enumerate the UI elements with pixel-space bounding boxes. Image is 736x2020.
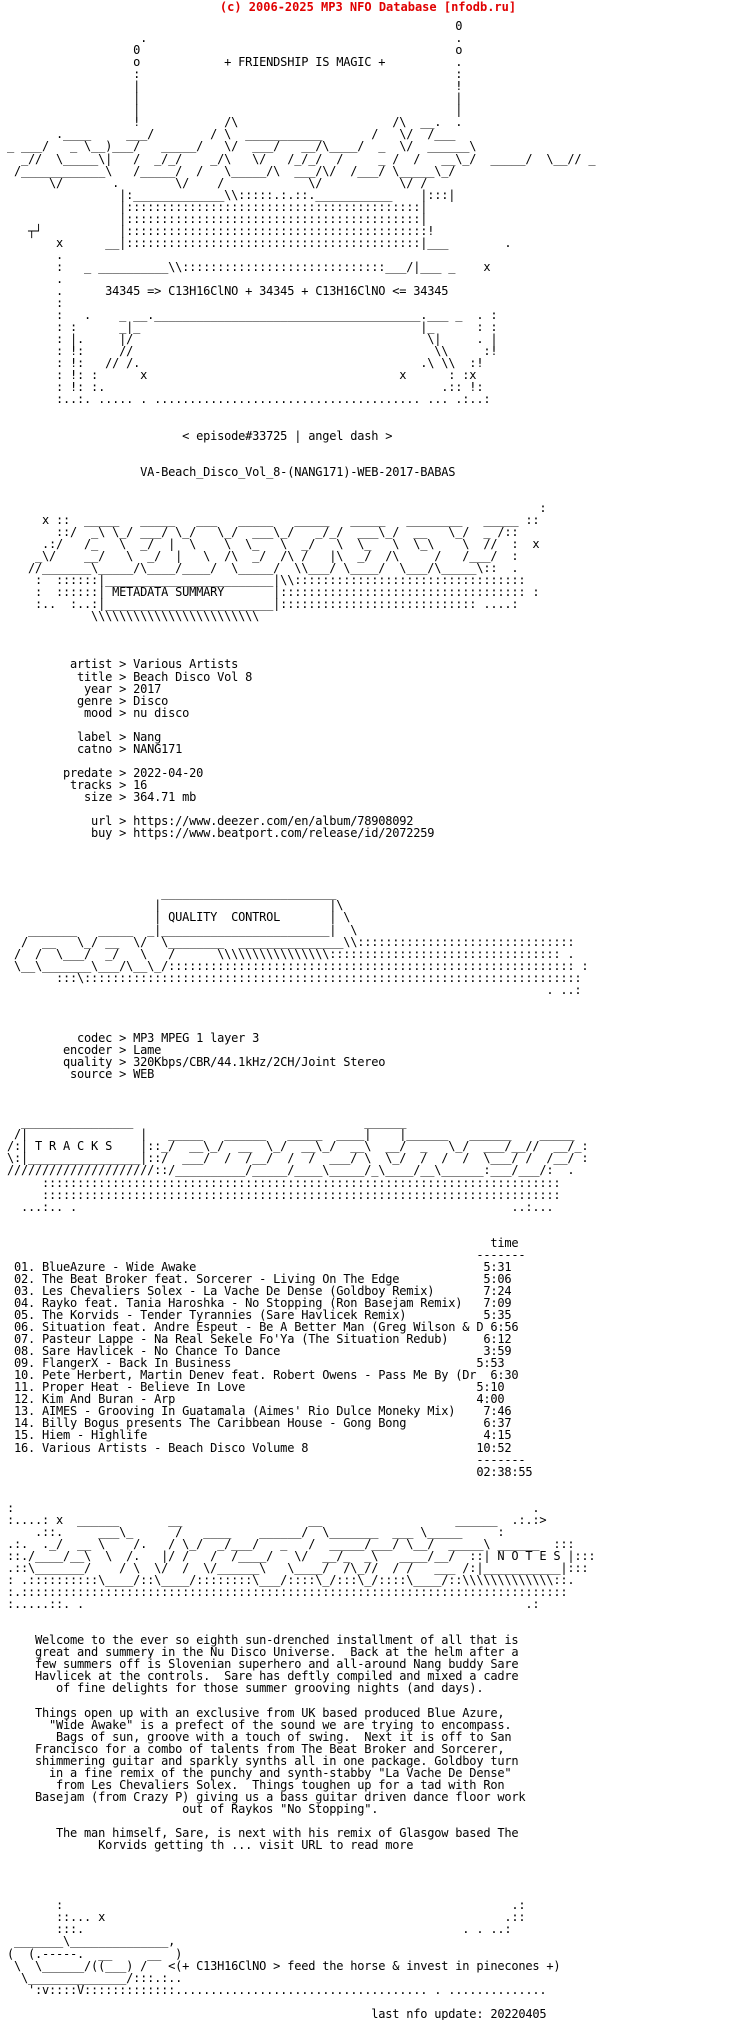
nfo-line: \/ . \/ / \/ \/ / — [0, 175, 463, 190]
nfo-line: \__\_______\___/\__\_/:::::::::::::::::::::::::::::::::::::::::::::::::::::::::: : — [0, 958, 589, 973]
nfo-ascii-document — [0, 20, 736, 2020]
nfo-line: url > https://www.deezer.com/en/album/78908092 — [0, 814, 414, 829]
nfo-line: last nfo update: 20220405 — [0, 2006, 547, 2020]
nfo-line: : |. |/ \| . | — [0, 332, 498, 347]
nfo-line: : — [0, 296, 64, 311]
nfo-line: 06. Situation feat. Andre Espeut - Be A Better Man (Greg Wilson & D 6:56 — [0, 1320, 519, 1335]
nfo-line: |:_____________\\:::::.:.::.___________ |:::| — [0, 187, 456, 202]
nfo-line: / / \___/ _/ \ / \\\\\\\\\\\\\\\\::::::::::::::::::::::::::::::::: . — [0, 946, 575, 961]
nfo-line: shimmering guitar and sparkly synths all in one package. Goldboy turn — [0, 1753, 519, 1768]
nfo-line: | QUALITY CONTROL | \ — [0, 910, 351, 925]
nfo-line: _________________________ — [0, 886, 337, 901]
nfo-line: :.. :..:|________________________|:::::::::::::::::::::::::::: ....: — [0, 597, 519, 612]
nfo-line: . . — [0, 31, 463, 46]
nfo-line: ________________ ______ — [0, 1115, 407, 1130]
nfo-line: :....: x ______ __ __ ______ .:.:> — [0, 1512, 547, 1527]
nfo-line: ┬┘ |:::::::::::::::::::::::::::::::::::::::::::! — [0, 223, 435, 238]
nfo-line: tracks > 16 — [0, 777, 148, 792]
nfo-line: : . — [0, 1500, 540, 1515]
nfo-line: 09. FlangerX - Back In Business 5:53 — [0, 1356, 505, 1371]
nfo-line: |::::::::::::::::::::::::::::::::::::::::::| — [0, 199, 428, 214]
nfo-line: < episode#33725 | angel dash > — [0, 428, 393, 443]
nfo-line: :::. . . ..: — [0, 1922, 512, 1937]
nfo-line: | | — [0, 103, 463, 118]
nfo-line: / __ \_/ __ \/ \________ _______________\\::::::::::::::::::::::::::::::: — [0, 934, 575, 949]
nfo-line: label > Nang — [0, 729, 162, 744]
nfo-line: catno > NANG171 — [0, 741, 183, 756]
nfo-line: genre > Disco — [0, 693, 169, 708]
nfo-line: ':v::::V:::::::::::::.................................... . .............. — [0, 1982, 547, 1997]
nfo-line: size > 364.71 mb — [0, 790, 197, 804]
nfo-line: "Wide Awake" is a prefect of the sound we are trying to encompass. — [0, 1717, 512, 1732]
nfo-line: in a fine remix of the punchy and synth-stabby "La Vache De Dense" — [0, 1765, 512, 1780]
nfo-line: encoder > Lame — [0, 1042, 162, 1057]
nfo-line: great and summery in the Nu Disco Universe. Back at the helm after a — [0, 1645, 519, 1660]
nfo-line: 05. The Korvids - Tender Tyrannies (Sare Havlicek Remix) 5:35 — [0, 1308, 512, 1323]
nfo-line: . — [0, 271, 64, 286]
nfo-line: :.....::. . .: — [0, 1597, 540, 1612]
nfo-line: buy > https://www.beatport.com/release/id/2072259 — [0, 826, 435, 841]
nfo-line: : . _ __.______________________________________.___ _ . : — [0, 308, 498, 323]
site-copyright-header: (c) 2006-2025 MP3 NFO Database [nfodb.ru] — [219, 0, 517, 14]
nfo-line: :.:::::::::::::::::::::::::::::::::::::::::::::::::::::::::::::::::::::::::::::: — [0, 1585, 568, 1600]
nfo-line: :::::::::::::::::::::::::::::::::::::::::::::::::::::::::::::::::::::::::: — [0, 1187, 561, 1202]
nfo-line: _______ _____ _|________________________| \ — [0, 922, 358, 937]
nfo-line: \\\\\\\\\\\\\\\\\\\\\\\\ — [0, 609, 260, 624]
nfo-line: :::::::::::::::::::::::::::::::::::::::::::::::::::::::::::::::::::::::::: — [0, 1175, 561, 1190]
nfo-line: 03. Les Chevaliers Solex - La Vache De Dense (Goldboy Remix) 7:24 — [0, 1283, 512, 1298]
nfo-line: few summers off is Slovenian superhero and all-around Nang buddy Sare — [0, 1657, 519, 1672]
nfo-line: 11. Proper Heat - Believe In Love 5:10 — [0, 1380, 505, 1395]
nfo-line: 10. Pete Herbert, Martin Denev feat. Robert Owens - Pass Me By (Dr 6:30 — [0, 1368, 519, 1383]
nfo-line: from Les Chevaliers Solex. Things toughen up for a tad with Ron — [0, 1777, 505, 1792]
nfo-line: .____ ___/ / \ ___________ / \/ /___ — [0, 127, 456, 142]
nfo-line: : !: : x x : :x — [0, 368, 477, 383]
nfo-line: 07. Pasteur Lappe - Na Real Sekele Fo'Ya (The Situation Redub) 6:12 — [0, 1332, 512, 1347]
nfo-line: : !: :. .:: !: — [0, 380, 484, 395]
nfo-line: ( (.-----. __ __ ) — [0, 1946, 183, 1961]
nfo-line: :::\::::::::::::::::::::::::::::::::::::::::::::::::::::::::::::::::::::::: — [0, 970, 582, 985]
nfo-line: : ::::::| METADATA SUMMARY |::::::::::::::::::::::::::::::::::: : — [0, 585, 540, 600]
nfo-line: | |\ — [0, 898, 344, 913]
nfo-line: ------- — [0, 1247, 526, 1262]
nfo-line: :..:. ..... . ...................................... ... .:..: — [0, 392, 491, 407]
nfo-line: : .::::::::::\____/::\____/::::::::\___/::::\_/:::\_/::::\____/::\\\\\\\\\\\\\::. — [0, 1573, 575, 1588]
nfo-line: 08. Sare Havlicek - No Chance To Dance 3:59 — [0, 1344, 512, 1359]
nfo-line: /| | _____ ______ _____ ____| |______ ______ _____ — [0, 1127, 575, 1142]
nfo-line: title > Beach Disco Vol 8 — [0, 669, 253, 684]
nfo-line: 16. Various Artists - Beach Disco Volume 8 10:52 — [0, 1440, 512, 1455]
nfo-line: ! /\ /\ __. . — [0, 115, 463, 130]
nfo-line: x :: _____ _____ ___ _____ _____ _____ ________ _____ :: — [0, 512, 540, 527]
nfo-line: 0 o — [0, 43, 463, 58]
nfo-line: _// \_____\| / _/_/ _/\ \/ /_/_/ / _ / / __\_/ _____/ \__// _ — [0, 151, 596, 166]
nfo-line: 14. Billy Bogus presents The Caribbean House - Gong Bong 6:37 — [0, 1416, 512, 1431]
nfo-line: 12. Kim And Buran - Arp 4:00 — [0, 1392, 505, 1407]
nfo-line: : .: — [0, 1898, 526, 1913]
nfo-line: quality > 320Kbps/CBR/44.1kHz/2CH/Joint Stereo — [0, 1055, 386, 1070]
nfo-line: ------- — [0, 1452, 526, 1467]
nfo-line: Bags of sun, groove with a touch of swing. Next it is off to San — [0, 1729, 512, 1744]
nfo-line: VA-Beach_Disco_Vol_8-(NANG171)-WEB-2017-BABAS — [0, 464, 456, 479]
nfo-line: 01. BlueAzure - Wide Awake 5:31 — [0, 1259, 512, 1274]
nfo-line: .:/ /_ \ _/ | \ \ \_ \ _/ \ \_ \ \_\ \ // : x — [0, 537, 540, 552]
nfo-line: Havlicek at the controls. Sare has deftly compiled and mixed a cadre — [0, 1669, 519, 1684]
nfo-line: ::/ _\ \_/ ___/ \_/ \_/ ___\_/ _/_/ ___\_/ __ \_/ _ /:: — [0, 524, 519, 539]
nfo-line: Basejam (from Crazy P) giving us a bass guitar driven dance floor work — [0, 1789, 526, 1804]
nfo-line: 15. Hiem - Highlife 4:15 — [0, 1428, 512, 1443]
nfo-line: : : — [0, 67, 463, 82]
nfo-line: source > WEB — [0, 1067, 155, 1082]
nfo-line: Welcome to the ever so eighth sun-drenched installment of all that is — [0, 1633, 519, 1648]
nfo-line: . 34345 => C13H16ClNO + 34345 + C13H16ClNO <= 34345 — [0, 284, 449, 299]
nfo-line: Korvids getting th ... visit URL to read more — [0, 1838, 414, 1853]
nfo-line: _ ___/ _ \__)___/ _____/ \/ ___/ __/\____/ _ \/ ______\ — [0, 139, 477, 154]
nfo-line: time — [0, 1235, 519, 1250]
nfo-line: /////////////////////::/__________/_____/____\_____/_\____/__\______:___/___/: . — [0, 1163, 575, 1178]
nfo-line: : _ __________\\:::::::::::::::::::::::::::::___/|___ _ x — [0, 259, 491, 274]
nfo-line: \ \______/((___) / <(+ C13H16ClNO > feed the horse & invest in pinecones +) — [0, 1958, 561, 1973]
nfo-line: predate > 2022-04-20 — [0, 765, 204, 780]
nfo-line: \______________/:::.:.. — [0, 1970, 183, 1985]
nfo-line: codec > MP3 MPEG 1 layer 3 — [0, 1030, 260, 1045]
nfo-line: Things open up with an exclusive from UK based produced Blue Azure, — [0, 1705, 505, 1720]
nfo-line: _\/ __/ \ _/ | \ /\ _/ /\ / |\ _/ /\ / /___/ : — [0, 549, 519, 564]
nfo-line: .::. ___\_ / ____ ______/ \_______ ___ \_____ : — [0, 1524, 505, 1539]
nfo-line: : : _|_ |_ : : — [0, 320, 498, 335]
nfo-line: | ! — [0, 79, 463, 94]
nfo-line: mood > nu disco — [0, 705, 190, 720]
nfo-line: /:| T R A C K S |::_/ __\_/ __ \_/ __\_/ __\ __/ _ \_/ ___/__// __/_: — [0, 1139, 589, 1154]
nfo-line: 0 — [0, 20, 463, 33]
nfo-line: x __|::::::::::::::::::::::::::::::::::::::::::|___ . — [0, 235, 512, 250]
nfo-line: The man himself, Sare, is next with his remix of Glasgow based The — [0, 1826, 519, 1841]
nfo-line: ::... x .:: — [0, 1910, 526, 1925]
nfo-line: 02. The Beat Broker feat. Sorcerer - Living On The Edge 5:06 — [0, 1271, 512, 1286]
nfo-line: | | — [0, 91, 463, 106]
nfo-line: //_______\_____/\____/____/ \_____/ \\___/ \____/ \___/\_____\:: . — [0, 561, 519, 576]
nfo-line: ::./____/__\ \ /. |/ / / /____/ \/ __/_ _\ ____/__/ ::| N O T E S |::: — [0, 1548, 596, 1563]
nfo-line: out of Raykos "No Stopping". — [0, 1801, 379, 1816]
nfo-line: 04. Rayko feat. Tania Haroshka - No Stopping (Ron Basejam Remix) 7:09 — [0, 1295, 512, 1310]
nfo-line: : !: // \\ :! — [0, 344, 498, 359]
nfo-line: . ..: — [0, 982, 582, 997]
nfo-line: 02:38:55 — [0, 1464, 533, 1479]
nfo-line: o + FRIENDSHIP IS MAGIC + . — [0, 55, 463, 70]
nfo-line: |::::::::::::::::::::::::::::::::::::::::::| — [0, 211, 428, 226]
nfo-line: : !: // /. .\ \\ :! — [0, 356, 484, 371]
nfo-line: . — [0, 247, 491, 262]
nfo-line: _______\______________, — [0, 1934, 176, 1949]
nfo-line: : — [0, 500, 547, 515]
nfo-line: \:|________________|::/ ___/ / /__/ / / ___/ \ \_/ / / / \___/ / /__/ : — [0, 1151, 589, 1166]
nfo-line: 13. AIMES - Grooving In Guatamala (Aimes' Rio Dulce Moneky Mix) 7:46 — [0, 1404, 512, 1419]
nfo-line: artist > Various Artists — [0, 657, 239, 672]
nfo-line: Francisco for a combo of talents from The Beat Broker and Sorcerer, — [0, 1741, 505, 1756]
nfo-line: : ::::::|________________________|\\::::::::::::::::::::::::::::::::: — [0, 573, 526, 588]
nfo-line: year > 2017 — [0, 681, 162, 696]
nfo-line: .::\_______/ / \ \/ / \/______\ \____/ /\_// / / ___ /:|___________|::: — [0, 1561, 589, 1575]
nfo-line: of fine delights for those summer grooving nights (and days). — [0, 1681, 484, 1696]
nfo-line: ...:.. . ..:... — [0, 1199, 554, 1214]
nfo-line: .:. ._/ __ \ /. / \_/ _/___/ _ / _____/___/ \__/ _____\ ______ ::: — [0, 1536, 575, 1551]
nfo-line: /____________\ /_____/ / \_____/\ ___/\/ /___/ \_____\_/ — [0, 163, 456, 178]
